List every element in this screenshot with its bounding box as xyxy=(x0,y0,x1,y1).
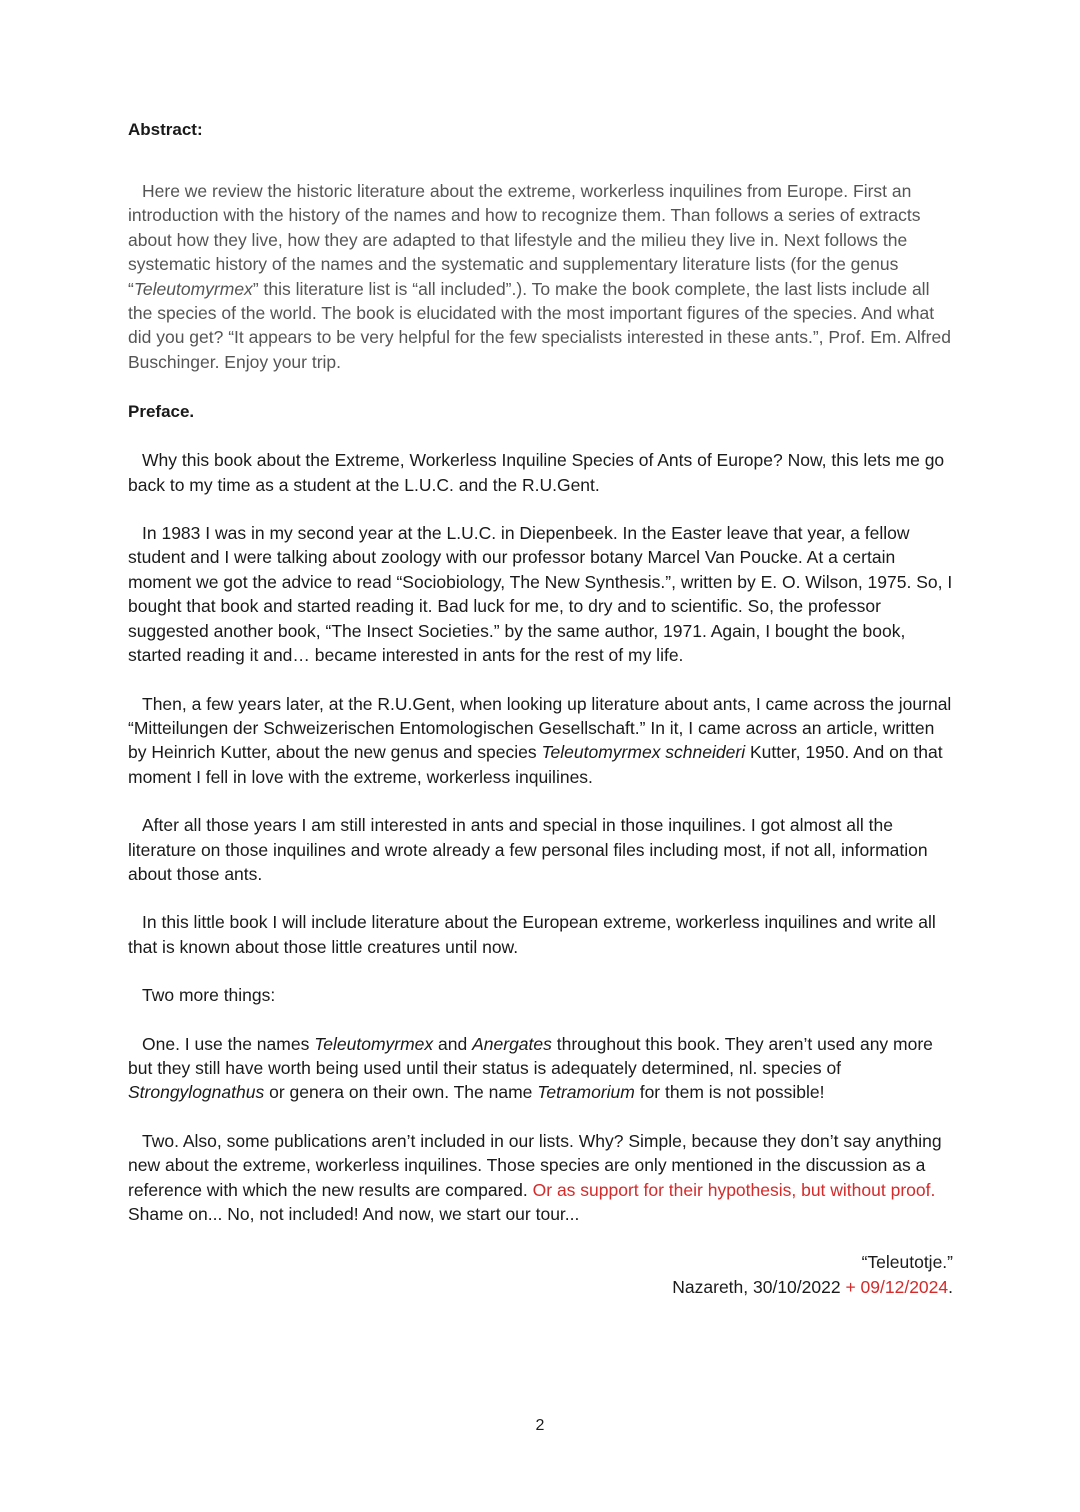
preface-p7-text-d: for them is not possible! xyxy=(634,1082,825,1103)
page-number: 2 xyxy=(535,1417,545,1434)
preface-heading: Preface. xyxy=(128,402,195,422)
signature-place-date xyxy=(128,1275,953,1299)
preface-p7-genus-anergates: Anergates xyxy=(472,1033,552,1054)
signature-added-date: + 09/12/2024 xyxy=(845,1276,949,1297)
preface-p7-text-b: throughout this book. They aren’t used any more but they still have worth being used until their status is adequately determined, nl. species of xyxy=(128,1033,933,1078)
preface-paragraph-5: In this little book I will include literature about the European extreme, workerless inquilines and write all that is known about those little creatures until now. xyxy=(128,912,936,957)
signature-original-date: Nazareth, 30/10/2022 xyxy=(672,1276,846,1297)
preface-p8-text-b: Shame on... No, not included! And now, we start our tour... xyxy=(128,1204,580,1224)
preface-p7-text-and: and xyxy=(433,1033,473,1054)
signature-name: “Teleutotje.” xyxy=(861,1252,953,1273)
abstract-heading: Abstract: xyxy=(128,120,203,139)
preface-paragraph-3 xyxy=(128,692,953,790)
abstract-genus: Teleutomyrmex xyxy=(133,278,253,299)
abstract-text-part2: ” this literature list is “all included”.). To make the book complete, the last lists include all the species of the world. The book is elucidated with the most important figures of the species. And what did you get? “It appears to be very helpful for the few specialists interested in these ants.”, Prof. Em. Alfred Buschinger. Enjoy your trip. xyxy=(128,278,951,372)
abstract-paragraph xyxy=(128,179,953,374)
preface-paragraph-6: Two more things: xyxy=(142,985,276,1006)
preface-p8-text-a: Two. Also, some publications aren’t included in our lists. Why? Simple, because they don’t say anything new about the extreme, workerless inquilines. Those species are only mentioned in the discussion as a reference with which the new results are compared. xyxy=(128,1130,942,1200)
preface-p7-genus-tetramorium: Tetramorium xyxy=(537,1082,635,1103)
preface-p8-red-insert: Or as support for their hypothesis, but without proof. xyxy=(532,1179,936,1200)
preface-p3-text-b: Kutter, 1950. And on that moment I fell in love with the extreme, workerless inquilines. xyxy=(128,742,943,787)
document-page xyxy=(128,118,953,1299)
preface-paragraph-2: In 1983 I was in my second year at the L.U.C. in Diepenbeek. In the Easter leave that year, a fellow student and I were talking about zoology with our professor botany Marcel Van Poucke. At a certain moment we got the advice to read “Sociobiology, The New Synthesis.”, written by E. O. Wilson, 1975. So, I bought that book and started reading it. Bad luck for me, to dry and to scientific. So, the professor suggested another book, “The Insect Societies.” by the same author, 1971. Again, I bought the book, started reading it and… became interested in ants for the rest of my life. xyxy=(128,523,953,666)
preface-paragraph-8 xyxy=(128,1129,953,1227)
abstract-text-part1: Here we review the historic literature about the extreme, workerless inquilines from Europe. First an introduction with the history of the names and how to recognize them. Than follows a series of extracts about how they live, how they are adapted to that lifestyle and the milieu they live in. Next follows the systematic history of the names and the systematic and supplementary literature lists (for the genus “ xyxy=(128,181,921,299)
preface-p7-text-c: or genera on their own. The name xyxy=(264,1082,538,1103)
preface-p7-genus-strongylognathus: Strongylognathus xyxy=(128,1082,265,1103)
signature-end-period: . xyxy=(948,1276,953,1297)
preface-p3-species: Teleutomyrmex schneideri xyxy=(541,742,746,763)
preface-p3-text-a: Then, a few years later, at the R.U.Gent, when looking up literature about ants, I came across the journal “Mitteilungen der Schweizerischen Entomologischen Gesellschaft.” In it, I came across an article, written by Heinrich Kutter, about the new genus and species xyxy=(128,693,952,763)
preface-paragraph-7 xyxy=(128,1032,953,1105)
preface-paragraph-1: Why this book about the Extreme, Workerless Inquiline Species of Ants of Europe? Now, this lets me go back to my time as a student at the L.U.C. and the R.U.Gent. xyxy=(128,450,945,495)
preface-paragraph-4: After all those years I am still interested in ants and special in those inquilines. I got almost all the literature on those inquilines and wrote already a few personal files including most, if not all, information about those ants. xyxy=(128,815,928,884)
preface-p7-text-a: One. I use the names xyxy=(142,1033,315,1054)
preface-p7-genus-teleutomyrmex: Teleutomyrmex xyxy=(314,1033,434,1054)
